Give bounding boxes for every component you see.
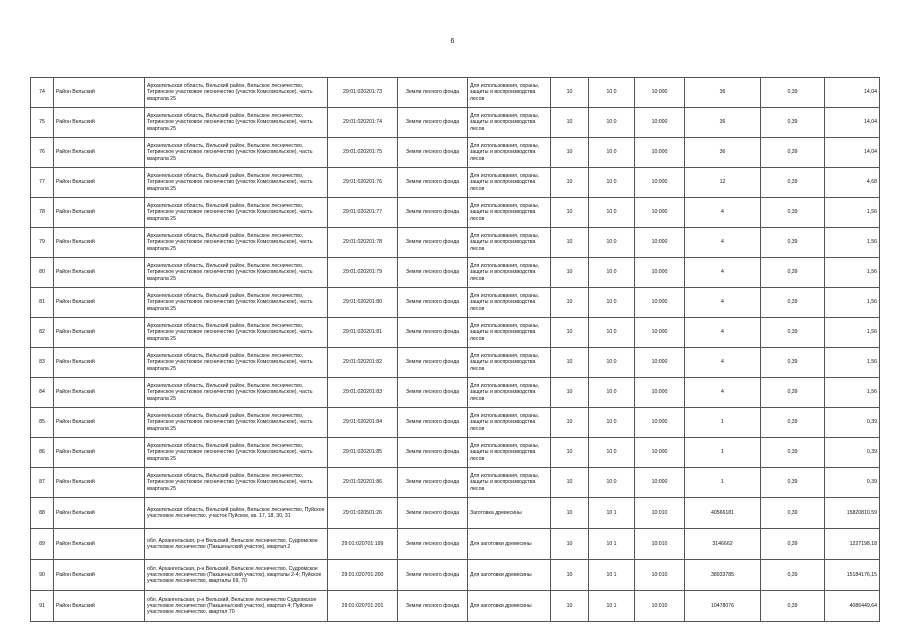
sum-value: 14,04 <box>825 78 880 108</box>
cadastral-number: 29:01:020201:76 <box>328 168 398 198</box>
cadastral-number: 29:01:020201:83 <box>328 378 398 408</box>
table-row <box>31 348 880 378</box>
table-row <box>31 288 880 318</box>
land-category: Земли лесного фонда <box>398 438 468 468</box>
row-number: 86 <box>31 438 54 468</box>
location-address: Архангельская область, Вельский район, Вельское лесничество, Тегринское участковое лесничество (участок Комсомольское), часть квартала 25 <box>145 258 328 288</box>
location-address: Архангельская область, Вельский район, Вельское лесничество, Тегринское участковое лесничество (участок Комсомольское), часть квартала 25 <box>145 228 328 258</box>
land-category: Земли лесного фонда <box>398 348 468 378</box>
code-3: 10:000 <box>635 468 685 498</box>
code-2: 10 1 <box>589 529 635 560</box>
code-3: 10:000 <box>635 288 685 318</box>
row-number: 83 <box>31 348 54 378</box>
code-2: 10 0 <box>589 138 635 168</box>
code-3: 10:000 <box>635 378 685 408</box>
area-value: 1 <box>685 438 761 468</box>
permitted-use: Для заготовки древесины <box>468 591 551 622</box>
row-number: 78 <box>31 198 54 228</box>
row-number: 88 <box>31 498 54 529</box>
code-1: 10 <box>551 78 589 108</box>
land-category: Земли лесного фонда <box>398 560 468 591</box>
row-number: 90 <box>31 560 54 591</box>
sum-value: 15820810,59 <box>825 498 880 529</box>
area-value: 36 <box>685 108 761 138</box>
table-row <box>31 498 880 529</box>
area-value: 3146662 <box>685 529 761 560</box>
table-row <box>31 168 880 198</box>
code-1: 10 <box>551 529 589 560</box>
area-value: 1 <box>685 408 761 438</box>
district-name: Район Вельский <box>54 78 145 108</box>
table-row <box>31 560 880 591</box>
permitted-use: Для использования, охраны, защиты и воспроизводства лесов <box>468 198 551 228</box>
district-name: Район Вельский <box>54 408 145 438</box>
area-value: 4 <box>685 378 761 408</box>
table-row <box>31 318 880 348</box>
location-address: Архангельская область, Вельский район, Вельское лесничество, Тегринское участковое лесничество (участок Комсомольское), часть квартала 25 <box>145 108 328 138</box>
location-address: Архангельская область, Вельский район, Вельское лесничество, Пуйское участковое лесничество, участок Пуйское, кв. 17, 18, 30, 31 <box>145 498 328 529</box>
sum-value: 1,56 <box>825 318 880 348</box>
code-1: 10 <box>551 138 589 168</box>
permitted-use: Для использования, охраны, защиты и воспроизводства лесов <box>468 108 551 138</box>
code-1: 10 <box>551 198 589 228</box>
permitted-use: Для использования, охраны, защиты и воспроизводства лесов <box>468 258 551 288</box>
cadastral-number: 29:01:020701:200 <box>328 560 398 591</box>
table-row <box>31 591 880 622</box>
permitted-use: Для заготовки древесины <box>468 560 551 591</box>
row-number: 85 <box>31 408 54 438</box>
table-row <box>31 258 880 288</box>
permitted-use: Для использования, охраны, защиты и воспроизводства лесов <box>468 138 551 168</box>
sum-value: 1,56 <box>825 258 880 288</box>
row-number: 74 <box>31 78 54 108</box>
location-address: Архангельская область, Вельский район, Вельское лесничество, Тегринское участковое лесничество (участок Комсомольское), часть квартала 25 <box>145 348 328 378</box>
location-address: Архангельская область, Вельский район, Вельское лесничество, Тегринское участковое лесничество (участок Комсомольское), часть квартала 25 <box>145 438 328 468</box>
cadastral-number: 29:01:020201:81 <box>328 318 398 348</box>
land-category: Земли лесного фонда <box>398 258 468 288</box>
code-3: 10:000 <box>635 168 685 198</box>
sum-value: 15184176,15 <box>825 560 880 591</box>
code-3: 10:000 <box>635 198 685 228</box>
sum-value: 4,68 <box>825 168 880 198</box>
cadastral-number: 29:01:020201:75 <box>328 138 398 168</box>
rate-value: 0,39 <box>761 529 825 560</box>
rate-value: 0,39 <box>761 591 825 622</box>
code-1: 10 <box>551 228 589 258</box>
code-2: 10 0 <box>589 438 635 468</box>
location-address: Архангельская область, Вельский район, Вельское лесничество, Тегринское участковое лесничество (участок Комсомольское), часть квартала 25 <box>145 408 328 438</box>
sum-value: 0,39 <box>825 468 880 498</box>
code-3: 10:000 <box>635 318 685 348</box>
page-number: 6 <box>450 38 455 45</box>
land-category: Земли лесного фонда <box>398 228 468 258</box>
row-number: 82 <box>31 318 54 348</box>
code-3: 10:000 <box>635 108 685 138</box>
table-row <box>31 438 880 468</box>
rate-value: 0,39 <box>761 378 825 408</box>
area-value: 12 <box>685 168 761 198</box>
permitted-use: Для использования, охраны, защиты и воспроизводства лесов <box>468 288 551 318</box>
rate-value: 0,39 <box>761 498 825 529</box>
row-number: 80 <box>31 258 54 288</box>
code-1: 10 <box>551 258 589 288</box>
location-address: Архангельская область, Вельский район, Вельское лесничество, Тегринское участковое лесничество (участок Комсомольское), часть квартала 25 <box>145 318 328 348</box>
land-category: Земли лесного фонда <box>398 378 468 408</box>
code-2: 10 0 <box>589 258 635 288</box>
permitted-use: Для использования, охраны, защиты и воспроизводства лесов <box>468 318 551 348</box>
rate-value: 0,39 <box>761 408 825 438</box>
location-address: обл. Архангельская, р-н Вельский, Вельское лесничество, Судромское участковое лесничество (Пакшеньгский участок), кварталы 2-4; Пуйское участковое лесничество, кварталы 69, 70 <box>145 560 328 591</box>
code-2: 10 0 <box>589 378 635 408</box>
cadastral-number: 29:01:020501:26 <box>328 498 398 529</box>
land-category: Земли лесного фонда <box>398 288 468 318</box>
land-category: Земли лесного фонда <box>398 591 468 622</box>
code-1: 10 <box>551 560 589 591</box>
row-number: 91 <box>31 591 54 622</box>
area-value: 10478076 <box>685 591 761 622</box>
rate-value: 0,39 <box>761 318 825 348</box>
permitted-use: Для использования, охраны, защиты и воспроизводства лесов <box>468 228 551 258</box>
permitted-use: Для использования, охраны, защиты и воспроизводства лесов <box>468 348 551 378</box>
area-value: 36 <box>685 138 761 168</box>
district-name: Район Вельский <box>54 591 145 622</box>
rate-value: 0,39 <box>761 438 825 468</box>
rate-value: 0,39 <box>761 78 825 108</box>
table-row <box>31 408 880 438</box>
land-category: Земли лесного фонда <box>398 408 468 438</box>
row-number: 79 <box>31 228 54 258</box>
rate-value: 0,39 <box>761 198 825 228</box>
area-value: 4 <box>685 198 761 228</box>
district-name: Район Вельский <box>54 529 145 560</box>
district-name: Район Вельский <box>54 348 145 378</box>
sum-value: 1,56 <box>825 228 880 258</box>
land-category: Земли лесного фонда <box>398 78 468 108</box>
code-2: 10 0 <box>589 318 635 348</box>
code-2: 10 0 <box>589 348 635 378</box>
location-address: Архангельская область, Вельский район, Вельское лесничество, Тегринское участковое лесничество (участок Комсомольское), часть квартала 25 <box>145 198 328 228</box>
code-1: 10 <box>551 378 589 408</box>
location-address: Архангельская область, Вельский район, Вельское лесничество, Тегринское участковое лесничество (участок Комсомольское), часть квартала 25 <box>145 138 328 168</box>
code-2: 10 0 <box>589 468 635 498</box>
registry-body <box>31 78 880 622</box>
area-value: 4 <box>685 348 761 378</box>
code-2: 10 0 <box>589 408 635 438</box>
sum-value: 1,56 <box>825 378 880 408</box>
cadastral-number: 29:01:020201:73 <box>328 78 398 108</box>
rate-value: 0,39 <box>761 138 825 168</box>
sum-value: 14,04 <box>825 108 880 138</box>
row-number: 89 <box>31 529 54 560</box>
permitted-use: Для заготовки древесины <box>468 529 551 560</box>
permitted-use: Для использования, охраны, защиты и воспроизводства лесов <box>468 408 551 438</box>
location-address: Архангельская область, Вельский район, Вельское лесничество, Тегринское участковое лесничество (участок Комсомольское), часть квартала 25 <box>145 468 328 498</box>
district-name: Район Вельский <box>54 318 145 348</box>
cadastral-number: 29:01:020201:74 <box>328 108 398 138</box>
location-address: Архангельская область, Вельский район, Вельское лесничество, Тегринское участковое лесничество (участок Комсомольское), часть квартала 25 <box>145 168 328 198</box>
code-3: 10:000 <box>635 258 685 288</box>
code-1: 10 <box>551 318 589 348</box>
district-name: Район Вельский <box>54 438 145 468</box>
land-category: Земли лесного фонда <box>398 168 468 198</box>
code-2: 10 0 <box>589 288 635 318</box>
cadastral-number: 29:01:020201:77 <box>328 198 398 228</box>
rate-value: 0,39 <box>761 258 825 288</box>
code-1: 10 <box>551 498 589 529</box>
row-number: 76 <box>31 138 54 168</box>
area-value: 1 <box>685 468 761 498</box>
code-3: 10:000 <box>635 408 685 438</box>
district-name: Район Вельский <box>54 108 145 138</box>
cadastral-number: 29:01:020701:201 <box>328 591 398 622</box>
district-name: Район Вельский <box>54 498 145 529</box>
code-1: 10 <box>551 168 589 198</box>
code-1: 10 <box>551 108 589 138</box>
permitted-use: Заготовка древесины <box>468 498 551 529</box>
location-address: Архангельская область, Вельский район, Вельское лесничество, Тегринское участковое лесничество (участок Комсомольское), часть квартала 25 <box>145 288 328 318</box>
land-category: Земли лесного фонда <box>398 138 468 168</box>
area-value: 4 <box>685 288 761 318</box>
cadastral-number: 29:01:020201:82 <box>328 348 398 378</box>
row-number: 87 <box>31 468 54 498</box>
sum-value: 1,56 <box>825 348 880 378</box>
sum-value: 0,39 <box>825 408 880 438</box>
land-category: Земли лесного фонда <box>398 198 468 228</box>
area-value: 4 <box>685 258 761 288</box>
land-category: Земли лесного фонда <box>398 468 468 498</box>
district-name: Район Вельский <box>54 560 145 591</box>
table-row <box>31 228 880 258</box>
location-address: Архангельская область, Вельский район, Вельское лесничество, Тегринское участковое лесничество (участок Комсомольское), часть квартала 25 <box>145 378 328 408</box>
rate-value: 0,39 <box>761 168 825 198</box>
code-2: 10 0 <box>589 168 635 198</box>
district-name: Район Вельский <box>54 258 145 288</box>
code-2: 10 0 <box>589 198 635 228</box>
code-2: 10 1 <box>589 560 635 591</box>
land-registry-table <box>30 77 880 622</box>
code-1: 10 <box>551 468 589 498</box>
area-value: 38933785 <box>685 560 761 591</box>
rate-value: 0,39 <box>761 228 825 258</box>
code-2: 10 1 <box>589 498 635 529</box>
location-address: обл. Архангельская, р-н Вельский, Вельское лесничество, Судромское участковое лесничество (Пакшеньгский участок), квартал 2 <box>145 529 328 560</box>
table-row <box>31 198 880 228</box>
location-address: обл. Архангельская, р-н Вельский, Вельское лесничество Судромское участковое лесничество (Пакшеньгский участок), квартал 4; Пуйское участковое лесничество, квартал 70 <box>145 591 328 622</box>
code-2: 10 0 <box>589 108 635 138</box>
sum-value: 0,39 <box>825 438 880 468</box>
sum-value: 1,56 <box>825 288 880 318</box>
district-name: Район Вельский <box>54 468 145 498</box>
code-2: 10 0 <box>589 228 635 258</box>
table-row <box>31 138 880 168</box>
cadastral-number: 29:01:020201:80 <box>328 288 398 318</box>
cadastral-number: 29:01:020201:79 <box>328 258 398 288</box>
code-1: 10 <box>551 348 589 378</box>
sum-value: 4086449,64 <box>825 591 880 622</box>
district-name: Район Вельский <box>54 228 145 258</box>
row-number: 77 <box>31 168 54 198</box>
code-3: 10:010 <box>635 498 685 529</box>
cadastral-number: 29:01:020201:85 <box>328 438 398 468</box>
code-3: 10:000 <box>635 438 685 468</box>
row-number: 84 <box>31 378 54 408</box>
area-value: 36 <box>685 78 761 108</box>
land-category: Земли лесного фонда <box>398 498 468 529</box>
cadastral-number: 29:01:020201:84 <box>328 408 398 438</box>
area-value: 40566181 <box>685 498 761 529</box>
row-number: 75 <box>31 108 54 138</box>
area-value: 4 <box>685 318 761 348</box>
code-1: 10 <box>551 288 589 318</box>
cadastral-number: 29:01:020201:86 <box>328 468 398 498</box>
code-3: 10:000 <box>635 78 685 108</box>
district-name: Район Вельский <box>54 378 145 408</box>
cadastral-number: 29:01:020701:199 <box>328 529 398 560</box>
sum-value: 1,56 <box>825 198 880 228</box>
rate-value: 0,39 <box>761 288 825 318</box>
code-3: 10:000 <box>635 348 685 378</box>
district-name: Район Вельский <box>54 138 145 168</box>
district-name: Район Вельский <box>54 198 145 228</box>
rate-value: 0,39 <box>761 468 825 498</box>
permitted-use: Для использования, охраны, защиты и воспроизводства лесов <box>468 378 551 408</box>
code-3: 10:000 <box>635 138 685 168</box>
cadastral-number: 29:01:020201:78 <box>328 228 398 258</box>
code-2: 10 1 <box>589 591 635 622</box>
code-1: 10 <box>551 591 589 622</box>
sum-value: 14,04 <box>825 138 880 168</box>
land-category: Земли лесного фонда <box>398 318 468 348</box>
permitted-use: Для использования, охраны, защиты и воспроизводства лесов <box>468 438 551 468</box>
code-3: 10:010 <box>635 529 685 560</box>
location-address: Архангельская область, Вельский район, Вельское лесничество, Тегринское участковое лесничество (участок Комсомольское), часть квартала 25 <box>145 78 328 108</box>
code-3: 10:010 <box>635 560 685 591</box>
district-name: Район Вельский <box>54 288 145 318</box>
code-2: 10 0 <box>589 78 635 108</box>
sum-value: 1227198,18 <box>825 529 880 560</box>
land-category: Земли лесного фонда <box>398 108 468 138</box>
table-row <box>31 468 880 498</box>
table-row <box>31 529 880 560</box>
rate-value: 0,39 <box>761 560 825 591</box>
code-3: 10:010 <box>635 591 685 622</box>
row-number: 81 <box>31 288 54 318</box>
land-category: Земли лесного фонда <box>398 529 468 560</box>
code-1: 10 <box>551 438 589 468</box>
permitted-use: Для использования, охраны, защиты и воспроизводства лесов <box>468 78 551 108</box>
table-row <box>31 108 880 138</box>
code-1: 10 <box>551 408 589 438</box>
rate-value: 0,39 <box>761 108 825 138</box>
area-value: 4 <box>685 228 761 258</box>
district-name: Район Вельский <box>54 168 145 198</box>
table-row <box>31 78 880 108</box>
permitted-use: Для использования, охраны, защиты и воспроизводства лесов <box>468 168 551 198</box>
table-row <box>31 378 880 408</box>
rate-value: 0,39 <box>761 348 825 378</box>
code-3: 10:000 <box>635 228 685 258</box>
permitted-use: Для использования, охраны, защиты и воспроизводства лесов <box>468 468 551 498</box>
